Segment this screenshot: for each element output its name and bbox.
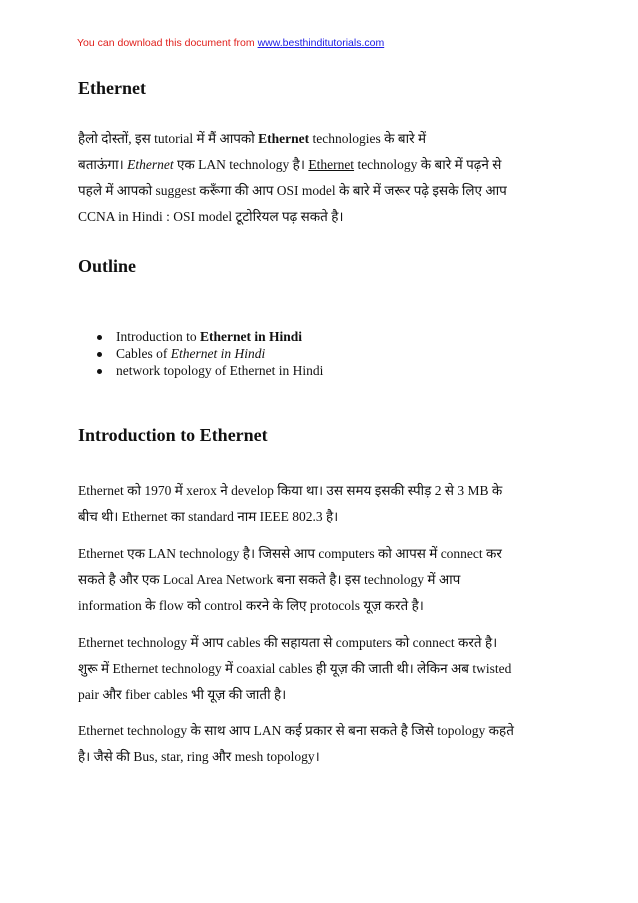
download-link[interactable]: www.besthinditutorials.com [257, 37, 385, 49]
intro-line-2 [78, 152, 578, 178]
paragraph-history [78, 478, 578, 530]
paragraph-line: information के flow को control करने के लिए protocols यूज़ करते है। [78, 598, 424, 613]
outline-item-bold: Ethernet in Hindi [200, 329, 303, 344]
paragraph-line: Ethernet को 1970 में xerox ने develop किया था। उस समय इसकी स्पीड़ 2 से 3 MB के [78, 483, 503, 498]
outline-heading: Outline [78, 256, 137, 276]
intro-line-1 [78, 126, 578, 152]
paragraph-topology [78, 718, 578, 770]
introduction-heading: Introduction to Ethernet [78, 425, 268, 445]
intro-paragraph [78, 126, 578, 230]
paragraph-line: है। जैसे की Bus, star, ring और mesh topology। [78, 749, 320, 764]
paragraph-line: Ethernet technology के साथ आप LAN कई प्रकार से बना सकते है जिसे topology कहते [78, 723, 514, 738]
outline-item [94, 345, 323, 362]
paragraph-line: pair और fiber cables भी यूज़ की जाती है। [78, 687, 287, 702]
intro-text: एक LAN technology है। [173, 157, 309, 172]
outline-item-text: Introduction to [116, 329, 200, 344]
paragraph-line: Ethernet technology में आप cables की सहायता से computers को connect करते है। [78, 635, 498, 650]
intro-line-4: CCNA in Hindi : OSI model टूटोरियल पढ़ सकते है। [78, 209, 344, 224]
intro-line-3: पहले में आपको suggest करूँगा की आप OSI model के बारे में जरूर पढ़े इसके लिए आप [78, 183, 507, 198]
paragraph-cables [78, 630, 578, 708]
ethernet-heading: Ethernet [78, 78, 146, 98]
paragraph-line: शुरू में Ethernet technology में coaxial cables ही यूज़ की जाती थी। लेकिन अब twisted [78, 661, 512, 676]
intro-text: technologies के बारे में [309, 131, 427, 146]
intro-text: technology के बारे में पढ़ने से [354, 157, 502, 172]
outline-item-italic: Ethernet in Hindi [170, 346, 266, 361]
outline-list [94, 328, 323, 379]
paragraph-line: बीच थी। Ethernet का standard नाम IEEE 802.3 है। [78, 509, 339, 524]
intro-italic-ethernet: Ethernet [127, 157, 174, 172]
outline-item [94, 328, 323, 345]
paragraph-lan [78, 541, 578, 619]
intro-text: बताऊंगा। [78, 157, 128, 172]
intro-bold-ethernet: Ethernet [258, 131, 310, 146]
download-notice [77, 37, 384, 49]
outline-item-text: Cables of [116, 346, 171, 361]
outline-item-text: network topology of Ethernet in Hindi [116, 363, 324, 378]
intro-text: हैलो दोस्तों, इस tutorial में मैं आपको [78, 131, 259, 146]
download-notice-text: You can download this document from [77, 37, 258, 49]
outline-item [94, 362, 323, 379]
paragraph-line: सकते है और एक Local Area Network बना सकते है। इस technology में आप [78, 572, 461, 587]
intro-underlined-ethernet: Ethernet [308, 157, 355, 172]
paragraph-line: Ethernet एक LAN technology है। जिससे आप computers को आपस में connect कर [78, 546, 502, 561]
